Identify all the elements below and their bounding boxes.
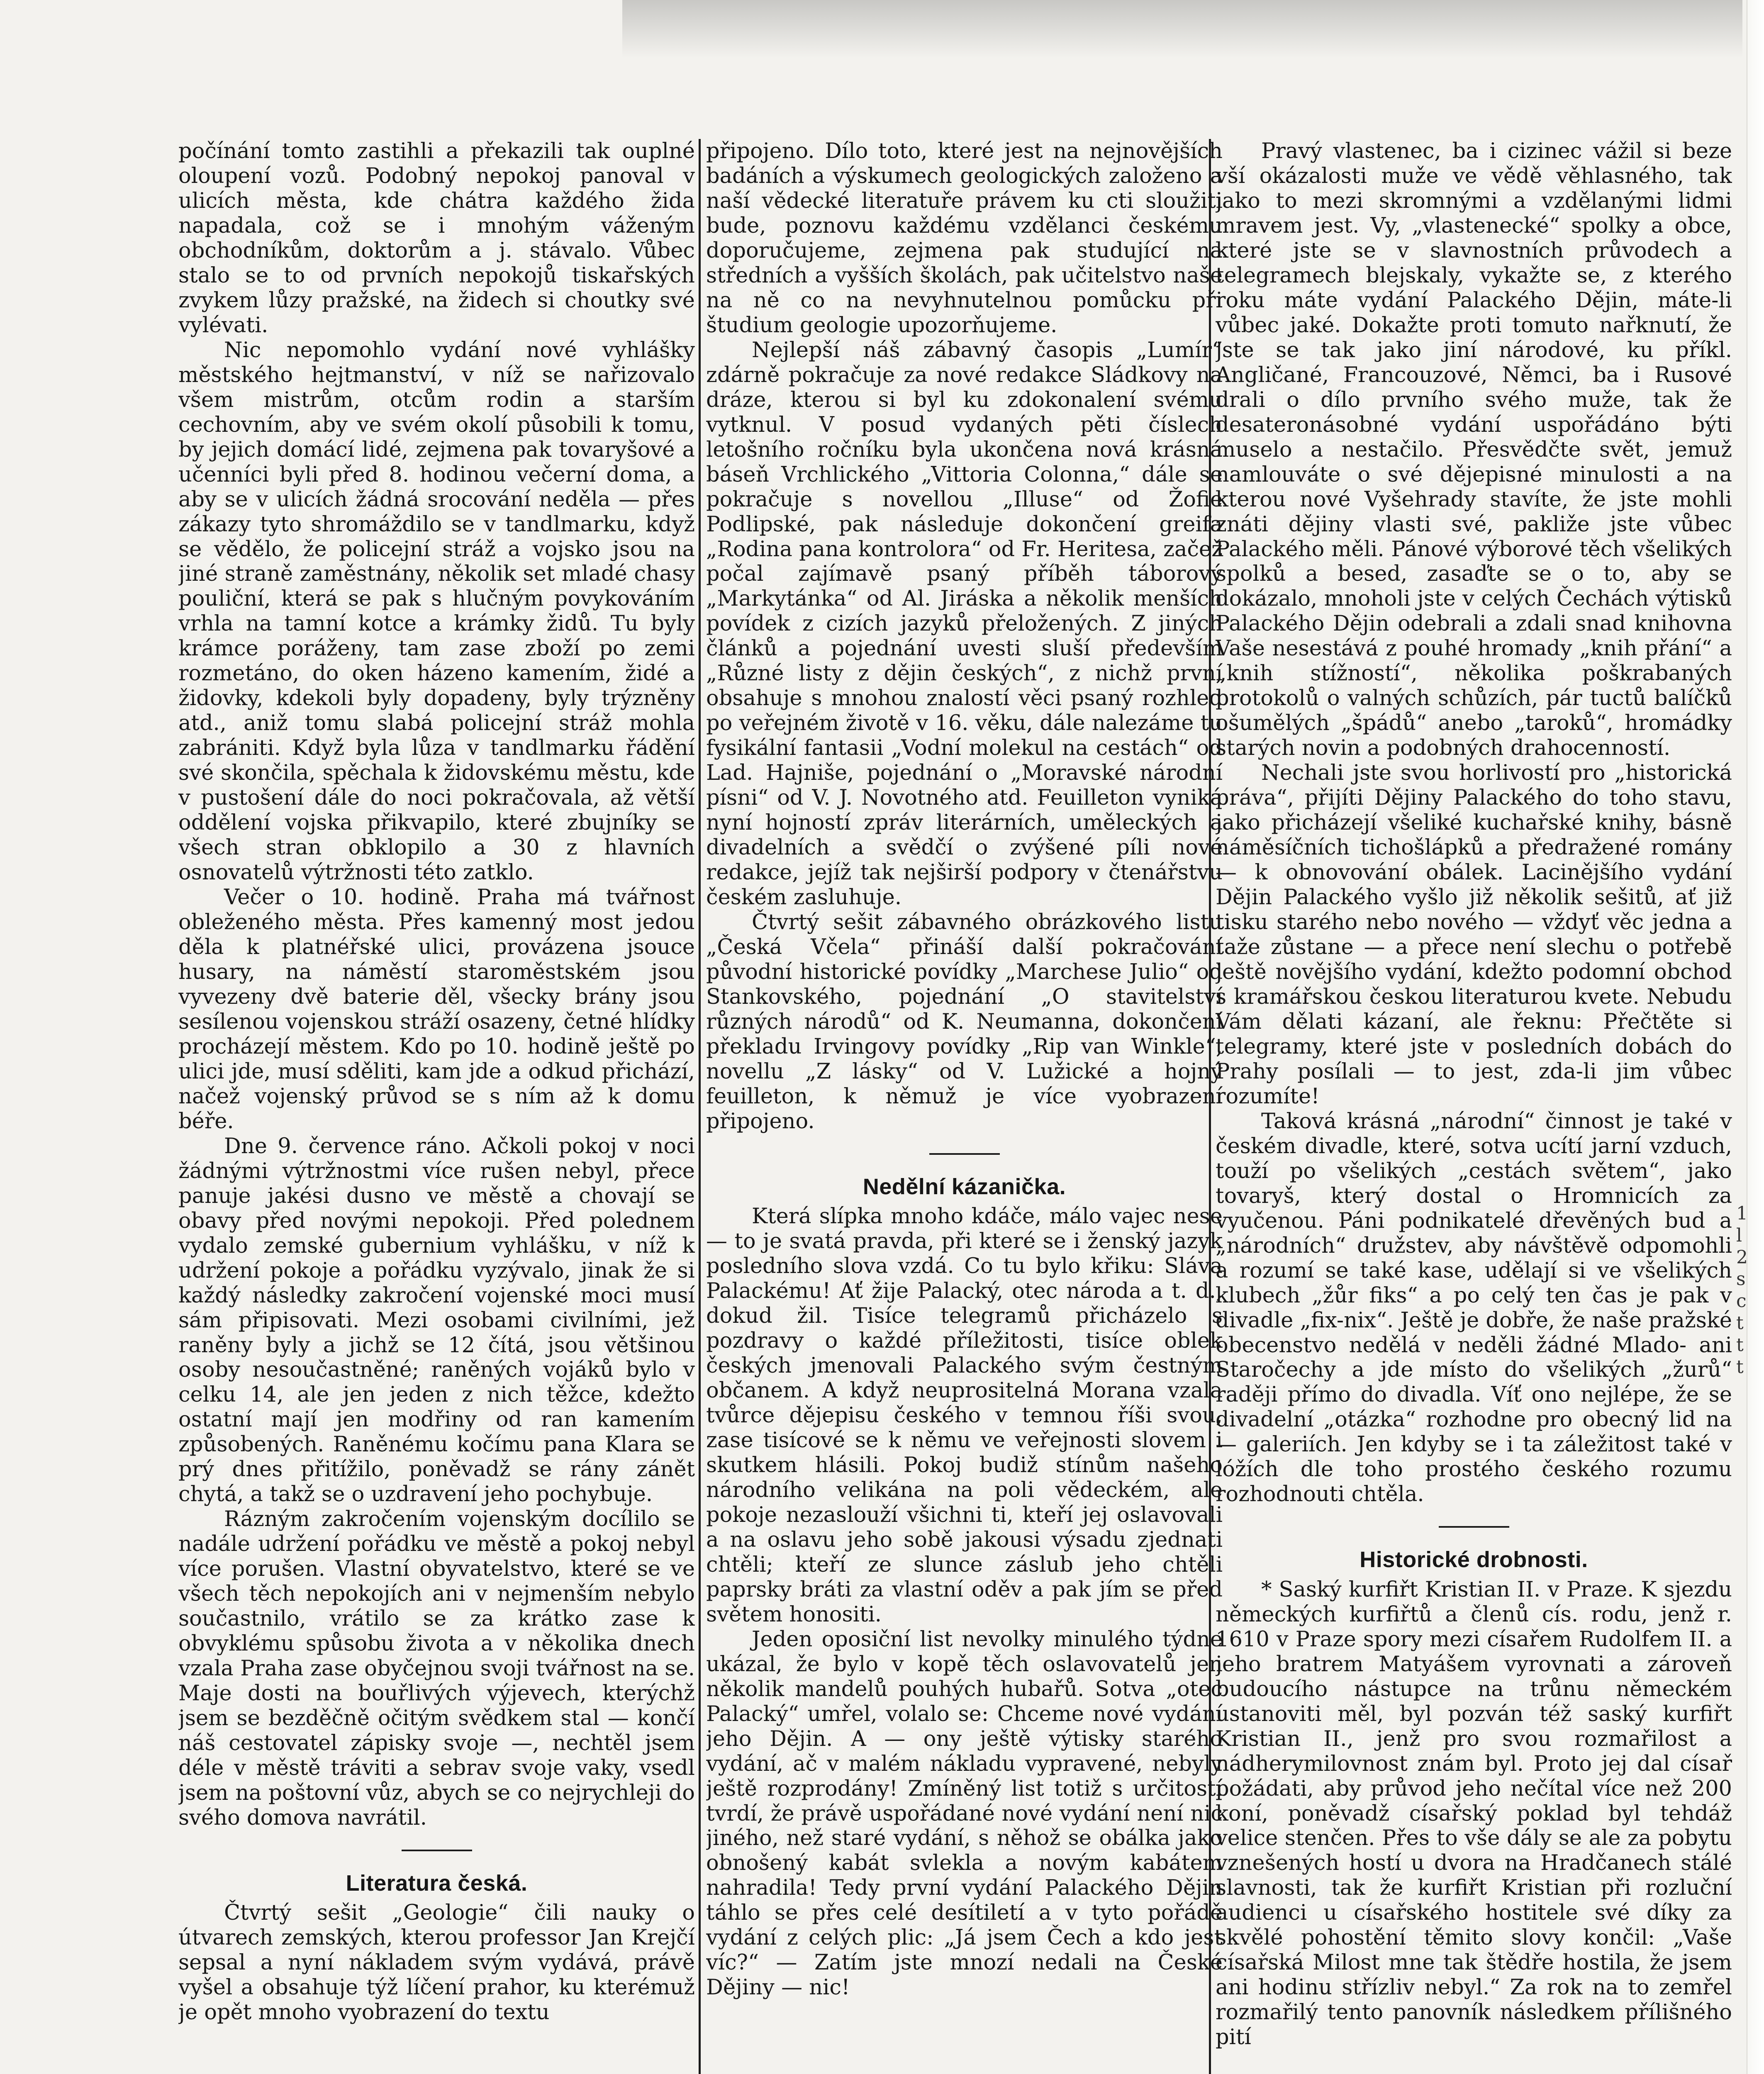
section-divider xyxy=(402,1850,472,1851)
section-heading-kazanicka: Nedělní kázanička. xyxy=(863,1174,1066,1199)
column-1 xyxy=(178,139,695,2074)
paragraph: Pravý vlastenec, ba i cizinec vážil si beze vší okázalosti muže ve vědě věhlasného, tak jako to mezi skromnými a vzdělanými lidmi mravem jest. Vy, „vlastenecké“ spolky a obce, které jste se v slavnostních průvodech a telegramech blejskaly, vykažte se, z kterého roku máte vydání Palackého Dějin, máte-li vůbec jaké. Dokažte proti tomuto nařknutí, že jste se tak jako jiní národové, ku příkl. Angličané, Francouzové, Němci, ba i Rusové drali o dílo prvního svého muže, tak že desateronásobné vydání uspořádáno býti muselo a nestačilo. Přesvědčte svět, jemuž namlouváte o své dějepisné minulosti a na kterou nové Vyšehrady stavíte, že jste mohli znáti dějiny vlasti své, pakliže jste vůbec Palackého měli. Pánové výborové těch všelikých spolků a besed, zasaďte se o to, aby se dokázalo, mnoholi jste v celých Čechách výtisků Palackého Dějin odebrali a zdali snad knihovna Vaše nesestává z pouhé hromady „knih přání“ a „knih stížností“, několika poškrabaných protokolů o valných schůzích, pár tuctů balíčků ošumělých „špádů“ anebo „taroků“, hromádky starých novin a podobných drahocenností. xyxy=(1216,139,1732,761)
paragraph: Nejlepší náš zábavný časopis „Lumír“ zdárně pokračuje za nové redakce Sládkovy na dráze, kterou si byl ku zdokonalení svému vytknul. V posud vydaných pěti číslech letošního ročníku byla ukončena nová krásná báseň Vrchlického „Vittoria Colonna,“ dále se pokračuje s novellou „Illuse“ od Žofie Podlipské, pak následuje dokončení greifa „Rodina pana kontrolora“ od Fr. Heritesa, začež počal zajímavě psaný příběh táborový „Markytánka“ od Al. Jiráska a několik menších povídek z cizích jazyků přeložených. Z jiných článků a pojednání uvesti sluší především „Různé listy z dějin českých“, z nichž první obsahuje s mnohou znalostí věci psaný rozhled po veřejném životě v 16. věku, dále nalezáme tu fysikální fantasii „Vodní molekul na cestách“ od Lad. Hajniše, pojednání o „Moravské národní písni“ od V. J. Novotného atd. Feuilleton vyniká nyní hojností zpráv literárních, uměleckých a divadelních a svědčí o zvýšené píli nové redakce, jejíž tak nejširší podpory v čtenářstvu českém zasluhuje. xyxy=(706,338,1223,910)
paragraph: počínání tomto zastihli a překazili tak ouplné oloupení vozů. Podobný nepokoj panoval v ulicích města, kde chátra každého žida napadala, což se i mnohým váženým obchodníkům, doktorům a j. stávalo. Vůbec stalo se to od prvních nepokojů tiskařských zvykem lůzy pražské, na židech si choutky své vylévati. xyxy=(178,139,695,338)
paragraph: Večer o 10. hodině. Praha má tvářnost obleženého města. Přes kamenný most jedou děla k platnéřské ulici, provázena jsouce husary, na náměstí staroměstském jsou vyvezeny dvě baterie děl, všecky brány jsou sesílenou vojenskou stráží osazeny, četné hlídky procházejí městem. Kdo po 10. hodině ještě po ulici jde, musí sděliti, kam jde a odkud přichází, načež vojenský průvod se s ním až k domu béře. xyxy=(178,885,695,1134)
margin-bleed-text: 1 l 2 s c t t t xyxy=(1736,1203,1748,1378)
paragraph: * Saský kurfiřt Kristian II. v Praze. K sjezdu německých kurfiřtů a členů cís. rodu, jenž r. 1610 v Praze spory mezi císařem Rudolfem II. a jeho bratrem Matyášem vyrovnati a zároveň budoucího nástupce na trůnu německém ustanoviti měl, byl pozván též saský kurfiřt Kristian II., jenž pro svou rozmařilost a nádherymilovnost znám byl. Proto jej dal císař požádati, aby průvod jeho nečítal více než 200 koní, poněvadž císařský poklad byl tehdáž velice stenčen. Přes to vše dály se ale za pobytu vznešených hostí u dvora na Hradčanech stálé slavnosti, tak že kurfiřt Kristian při rozluční audienci u císařského hostitele své díky za skvělé pohostění těmito slovy končil: „Vaše císařská Milost mne tak štědře hostila, že jsem ani hodinu střízliv nebyl.“ Za rok na to zemřel rozmařilý tento panovník následkem přílišného pití xyxy=(1216,1577,1732,2050)
paragraph: Jeden oposiční list nevolky minulého týdne ukázal, že bylo v kopě těch oslavovatelů jen několik mandelů pouhých hubařů. Sotva „otec Palacký“ umřel, volalo se: Chceme nové vydání jeho Dějin. A — ony ještě výtisky starého vydání, ač v malém nákladu vypravené, nebyly ještě rozprodány! Zmíněný list totiž s určitostí tvrdí, že právě uspořádané nové vydání není nic jiného, než staré vydání, s něhož se obálka jako obnošený kabát svlekla a novým kabátem nahradila! Tedy první vydání Palackého Dějin táhlo se přes celé desítiletí a v tyto pořádě vydání z celých plic: „Já jsem Čech a kdo jest víc?“ — Zatím jste mnozí nedali na České Dějiny — nic! xyxy=(706,1627,1223,2000)
section-heading-drobnosti: Historické drobnosti. xyxy=(1360,1547,1588,1573)
paragraph: Čtvrtý sešit zábavného obrázkového listu „Česká Včela“ přináší další pokračování původní historické povídky „Marchese Julio“ od Stankovského, pojednání „O stavitelství různých národů“ od K. Neumanna, dokončení překladu Irvingovy povídky „Rip van Winkle“, novellu „Z lásky“ od V. Lužické a hojný feuilleton, k němuž je více vyobrazení připojeno. xyxy=(706,910,1223,1134)
paragraph: Nechali jste svou horlivostí pro „historická práva“, přijíti Dějiny Palackého do toho stavu, jako přicházejí všeliké kuchařské knihy, básně náměsíčních tichošlápků a předražené romány — k obnovování obálek. Lacinějšího vydání Dějin Palackého vyšlo již několik sešitů, ať již tisku starého nebo nového — vždyť věc jedna a taže zůstane — a přece není slechu o potřebě ještě novějšího vydání, kdežto podomní obchod s kramářskou českou literaturou kvete. Nebudu Vám dělati kázaní, ale řeknu: Přečtěte si telegramy, které jste v posledních dobách do Prahy posílali — to jest, zda-li jim vůbec rozumíte! xyxy=(1216,761,1732,1109)
paragraph: Dne 9. července ráno. Ačkoli pokoj v noci žádnými výtržnostmi více rušen nebyl, přece panuje jakési dusno ve městě a chovají se obavy před novými nepokoji. Před polednem vydalo zemské gubernium vyhlášku, v níž k udržení pokoje a pořádku vyzývalo, jinak že si každý následky zakročení vojenské moci musí sám připisovati. Mezi osobami civilními, jež raněny byly a jichž se 12 čítá, jsou většinou osoby nesoučastněné; raněných vojáků bylo v celku 14, ale jen jeden z nich těžce, kdežto ostatní mají jen modřiny od ran kamením způsobených. Raněnému kočímu pana Klara se prý dnes přitížilo, poněvadž se rány zánět chytá, a takž se o uzdravení jeho pochybuje. xyxy=(178,1134,695,1507)
section-divider xyxy=(1439,1526,1509,1528)
column-3 xyxy=(1216,139,1732,2074)
column-2 xyxy=(706,139,1223,2074)
page-edge xyxy=(1747,0,1764,2074)
paragraph: Čtvrtý sešit „Geologie“ čili nauky o útvarech zemských, kterou professor Jan Krejčí sepsal a nyní nákladem svým vydává, právě vyšel a obsahuje týž líčení prahor, ku kterémuž je opět mnoho vyobrazení do textu xyxy=(178,1901,695,2025)
column-rule-1 xyxy=(699,139,701,2074)
paragraph: Rázným zakročením vojenským docílilo se nadále udržení pořádku ve městě a pokoj nebyl více porušen. Vlastní obyvatelstvo, které se ve všech těch nepokojích ani v nejmenším nebylo součastnilo, vrátilo se za krátko zase k obvyklému spůsobu života a v několika dnech vzala Praha zase obyčejnou svoji tvářnost na se. Maje dosti na bouřlivých výjevech, kterýchž jsem se bezděčně očitým svědkem stal — končí náš cestovatel zápisky svoje —, nechtěl jsem déle v městě tráviti a sebrav svoje vaky, vsedl jsem na poštovní vůz, abych se co nejrychleji do svého domova navrátil. xyxy=(178,1507,695,1830)
paragraph: Nic nepomohlo vydání nové vyhlášky městského hejtmanství, v níž se nařizovalo všem mistrům, otcům rodin a starším cechovním, aby ve svém okolí působili k tomu, by jejich domácí lidé, zejmena pak tovaryšové a učenníci byli před 8. hodinou večerní doma, a aby se v ulicích žádná srocování neděla — přes zákazy tyto shromáždilo se v tandlmarku, když se vědělo, že policejní stráž a vojsko jsou na jiné straně zaměstnány, několik set mladé chasy pouliční, která se pak s hlučným povykováním vrhla na tamní kotce a krámky židů. Tu byly krámce poráženy, tam zase zboží po zemi rozmetáno, do oken házeno kamením, židé a židovky, kdekoli byly dopadeny, byly trýzněny atd., aniž tomu slabá policejní stráž mohla zabrániti. Když byla lůza v tandlmarku řádění své skončila, spěchala k židovskému městu, kde v pustošení dále do noci pokračovala, až větší oddělení vojska přikvapilo, které zbujníky se všech stran obklopilo a 30 z hlavních osnovatelů výtržnosti této zatklo. xyxy=(178,338,695,885)
section-divider xyxy=(929,1153,1000,1155)
paragraph: Která slípka mnoho kdáče, málo vajec nese — to je svatá pravda, při které se i ženský jazyk posledního slova vzdá. Co tu bylo křiku: Sláva Palackému! Ať žije Palacký, otec národa a t. d., dokud žil. Tisíce telegramů přicházelo s pozdravy o každé příležitosti, tisíce oblek českých jmenovali Palackého svým čestným občanem. A když neuprositelná Morana vzala tvůrce dějepisu českého v temnou říši svou, zase tisícové se k němu ve veřejnosti slovem i skutkem hlásili. Pokoj budiž stínům našeho národního velikána na poli vědeckém, ale pokoje nezaslouží všichni ti, kteří jej oslavovali a na oslavu jeho sobě jakousi výsadu zjednati chtěli; kteří ze slunce záslub jeho chtěli paprsky bráti za vlastní oděv a pak jím se před světem honositi. xyxy=(706,1204,1223,1627)
section-heading-literatura: Literatura česká. xyxy=(346,1870,528,1896)
paragraph: Taková krásná „národní“ činnost je také v českém divadle, které, sotva ucítí jarní vzduch, touží po všelikých „cestách světem“, jako tovaryš, který dostal o Hromnicích za vyučenou. Páni podnikatelé dřevěných bud a „národních“ družstev, aby návštěvě odpomohli a rozumí se také kase, udělají si ve všelikých klubech „žůr fiks“ a po celý ten čas je pak v divadle „fix-nix“. Ještě je dobře, že naše pražské obecenstvo nedělá v neděli žádné Mlado- ani Staročechy a jde místo do všelikých „žurů“ raději přímo do divadla. Víť ono nejlépe, že se divadelní „otázka“ rozhodne pro obecný lid na — galeriích. Jen kdyby se i ta záležitost také v lóžích dle toho prostého českého rozumu rozhodnouti chtěla. xyxy=(1216,1109,1732,1507)
scan-shadow xyxy=(622,0,1742,58)
paragraph: připojeno. Dílo toto, které jest na nejnovějších badáních a výskumech geologických založeno a naší vědecké literatuře právem ku cti sloužiti bude, poznovu každému vzdělanci českému doporučujeme, zejmena pak studující na středních a vyšších školách, pak učitelstvo naše na ně co na nevyhnutelnou pomůcku při študium geologie upozorňujeme. xyxy=(706,139,1223,338)
